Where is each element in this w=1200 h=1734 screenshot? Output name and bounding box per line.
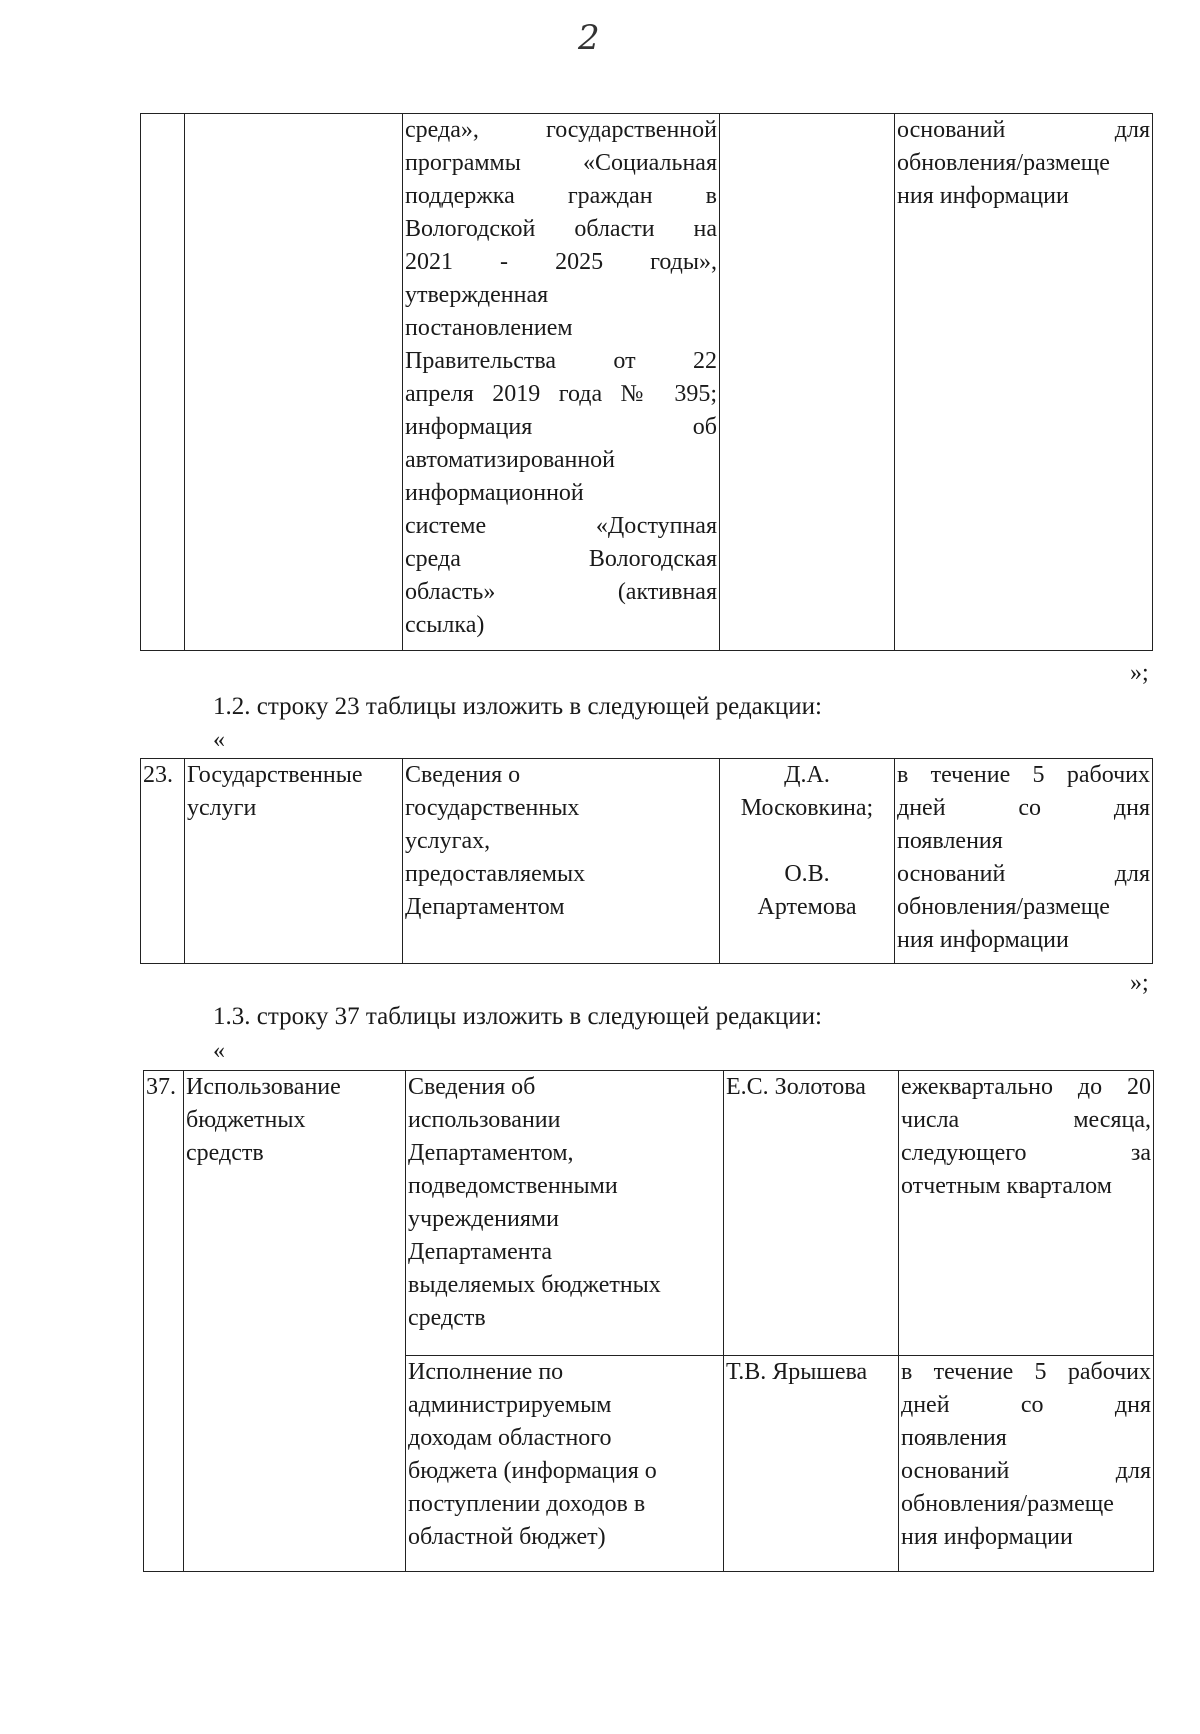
text-line: апреля 2019 года № 395;: [405, 381, 717, 407]
text-line: ежеквартально до 20: [901, 1074, 1151, 1100]
cell-responsible: [724, 1356, 899, 1572]
text-line: средств: [408, 1305, 486, 1331]
cell-responsible: [720, 114, 895, 651]
text-line: Московкина;: [740, 795, 874, 821]
table-row: [141, 759, 1153, 964]
text-line: бюджетных: [186, 1107, 306, 1133]
text-line: появления: [901, 1425, 1007, 1451]
text-line: администрируемым: [408, 1392, 612, 1418]
text-line: учреждениями: [408, 1206, 559, 1232]
table-row-37: [143, 1070, 1154, 1572]
text-line: следующего за: [901, 1140, 1151, 1166]
text-line: программы «Социальная: [405, 150, 717, 176]
text-line: ссылка): [405, 612, 485, 638]
text-line: Артемова: [757, 894, 857, 920]
opening-quote: «: [213, 727, 225, 753]
text-line: отчетным кварталом: [901, 1173, 1112, 1199]
text-line: 2021 - 2025 годы»,: [405, 249, 717, 275]
text-line: Департамента: [408, 1239, 553, 1265]
cell-name: [185, 759, 403, 964]
text-line: Использование: [186, 1074, 341, 1100]
text-line: информационной: [405, 480, 584, 506]
text-line: подведомственными: [408, 1173, 618, 1199]
text-line: системе «Доступная: [405, 513, 717, 539]
cell-responsible: [720, 759, 895, 964]
text-line: бюджета (информация о: [408, 1458, 657, 1484]
closing-quote: »;: [1130, 660, 1149, 686]
cell-description: [403, 114, 720, 651]
paragraph-1-2: 1.2. строку 23 таблицы изложить в следующей редакции:: [213, 693, 822, 720]
text-line: область» (активная: [405, 579, 717, 605]
cell-term: [895, 759, 1153, 964]
text-line: О.В.: [784, 861, 830, 887]
text-line: информация об: [405, 414, 717, 440]
text-line: [722, 825, 892, 858]
table-continuation: [140, 113, 1153, 651]
table-row: [144, 1071, 1154, 1356]
row-number: 23.: [143, 762, 173, 788]
paragraph-1-3: 1.3. строку 37 таблицы изложить в следующей редакции:: [213, 1003, 822, 1030]
cell-description: [406, 1071, 724, 1356]
text-line: Сведения об: [408, 1074, 536, 1100]
text-line: Сведения о: [405, 762, 521, 788]
text-line: среда», государственной: [405, 117, 717, 143]
cell-term: [899, 1356, 1154, 1572]
closing-quote: »;: [1130, 970, 1149, 996]
text-line: поддержка граждан в: [405, 183, 717, 209]
text-line: числа месяца,: [901, 1107, 1151, 1133]
table-row-23: [140, 758, 1153, 964]
text-line: ния информации: [897, 183, 1069, 209]
text-line: среда Вологодская: [405, 546, 717, 572]
cell-name: [184, 1071, 406, 1572]
text-line: предоставляемых: [405, 861, 586, 887]
text-line: обновления/размеще: [897, 894, 1110, 920]
page-number: 2: [578, 18, 600, 58]
text-line: Е.С. Золотова: [726, 1074, 866, 1100]
text-line: оснований для: [897, 861, 1150, 887]
text-line: обновления/размеще: [901, 1491, 1114, 1517]
text-line: использовании: [408, 1107, 561, 1133]
text-line: Государственные: [187, 762, 363, 788]
table-row: [141, 114, 1153, 651]
text-line: ния информации: [901, 1524, 1073, 1550]
text-line: поступлении доходов в: [408, 1491, 646, 1517]
text-line: Исполнение по: [408, 1359, 564, 1385]
text-line: доходам областного: [408, 1425, 612, 1451]
text-line: автоматизированной: [405, 447, 616, 473]
text-line: выделяемых бюджетных: [408, 1272, 661, 1298]
text-line: Правительства от 22: [405, 348, 717, 374]
text-line: областной бюджет): [408, 1524, 606, 1550]
cell-responsible: [724, 1071, 899, 1356]
text-line: услуги: [187, 795, 257, 821]
opening-quote: «: [213, 1038, 225, 1064]
text-line: государственных: [405, 795, 580, 821]
text-line: Д.А.: [784, 762, 830, 788]
text-line: ния информации: [897, 927, 1069, 953]
text-line: в течение 5 рабочих: [897, 762, 1150, 788]
text-line: постановлением: [405, 315, 573, 341]
text-line: услугах,: [405, 828, 491, 854]
text-line: в течение 5 рабочих: [901, 1359, 1151, 1385]
row-number: 37.: [146, 1074, 176, 1100]
cell-name: [185, 114, 403, 651]
text-line: оснований для: [901, 1458, 1151, 1484]
text-line: средств: [186, 1140, 264, 1166]
text-line: дней со дня: [897, 795, 1150, 821]
text-line: утвержденная: [405, 282, 549, 308]
cell-description: [403, 759, 720, 964]
cell-term: [895, 114, 1153, 651]
cell-description: [406, 1356, 724, 1572]
cell-number: [141, 759, 185, 964]
cell-number: [144, 1071, 184, 1572]
cell-number: [141, 114, 185, 651]
text-line: дней со дня: [901, 1392, 1151, 1418]
text-line: появления: [897, 828, 1003, 854]
text-line: обновления/размеще: [897, 150, 1110, 176]
text-line: Департаментом: [405, 894, 565, 920]
text-line: Т.В. Ярышева: [726, 1359, 868, 1385]
text-line: Вологодской области на: [405, 216, 717, 242]
cell-term: [899, 1071, 1154, 1356]
text-line: Департаментом,: [408, 1140, 574, 1166]
text-line: оснований для: [897, 117, 1150, 143]
